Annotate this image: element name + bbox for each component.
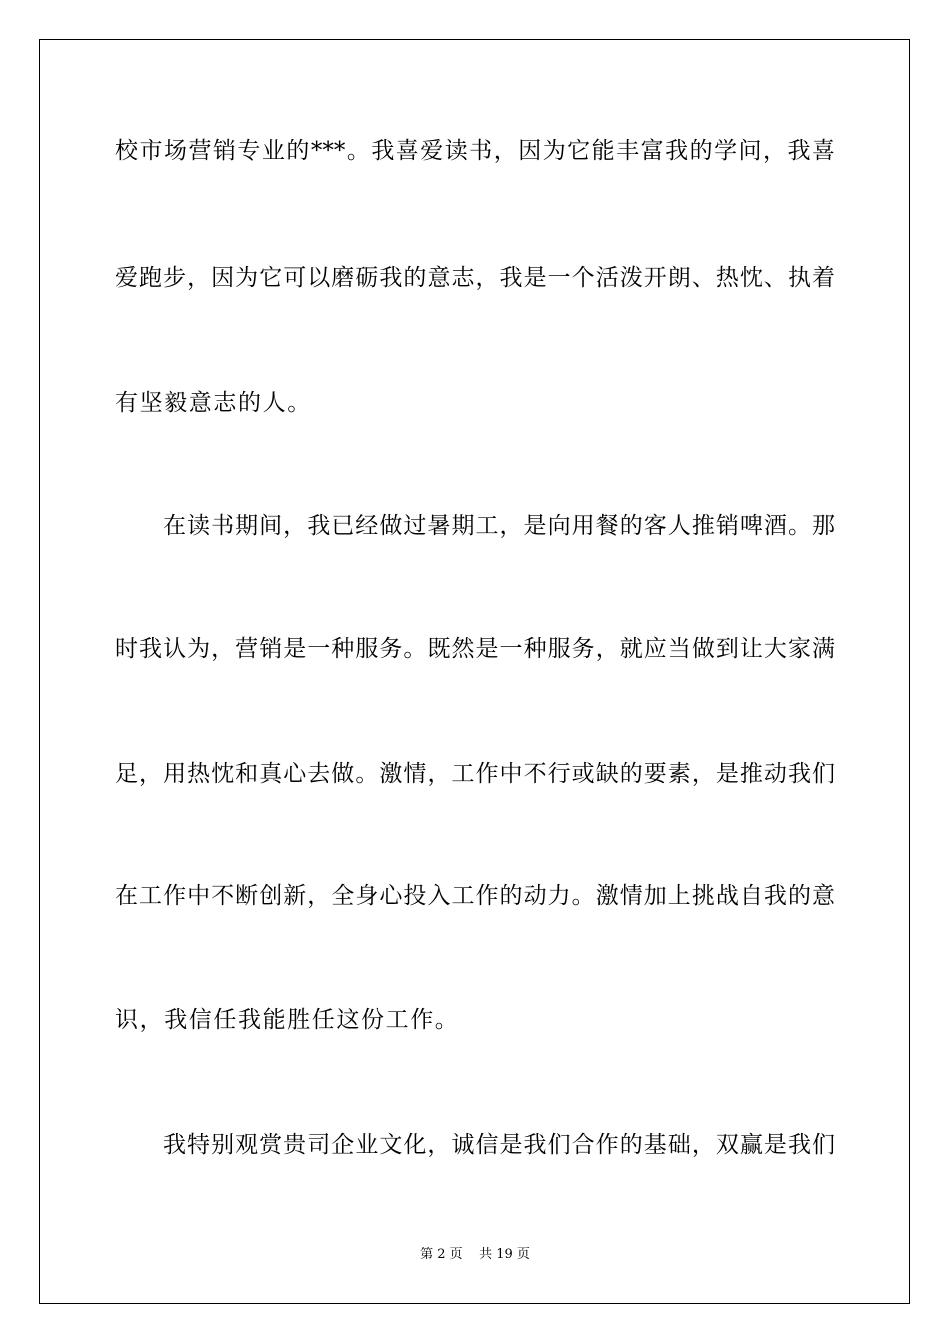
text-line: 有坚毅意志的人。 <box>115 390 312 416</box>
text-line: 爱跑步，因为它可以磨砺我的意志，我是一个活泼开朗、热忱、执着 <box>115 265 835 291</box>
text-line: 时我认为，营销是一种服务。既然是一种服务，就应当做到让大家满 <box>115 636 835 662</box>
page-border <box>39 39 910 1304</box>
paragraph-first-line: 我特别观赏贵司企业文化，诚信是我们合作的基础，双赢是我们 <box>163 1132 835 1158</box>
page-number-footer: 第 2 页 共 19 页 <box>420 1247 530 1262</box>
paragraph-first-line: 在读书期间，我已经做过暑期工，是向用餐的客人推销啤酒。那 <box>163 513 835 539</box>
text-line: 校市场营销专业的***。我喜爱读书，因为它能丰富我的学问，我喜 <box>115 138 835 164</box>
text-line: 在工作中不断创新，全身心投入工作的动力。激情加上挑战自我的意 <box>115 883 835 909</box>
text-line: 识，我信任我能胜任这份工作。 <box>115 1007 460 1033</box>
text-line: 足，用热忱和真心去做。激情，工作中不行或缺的要素，是推动我们 <box>115 761 835 787</box>
